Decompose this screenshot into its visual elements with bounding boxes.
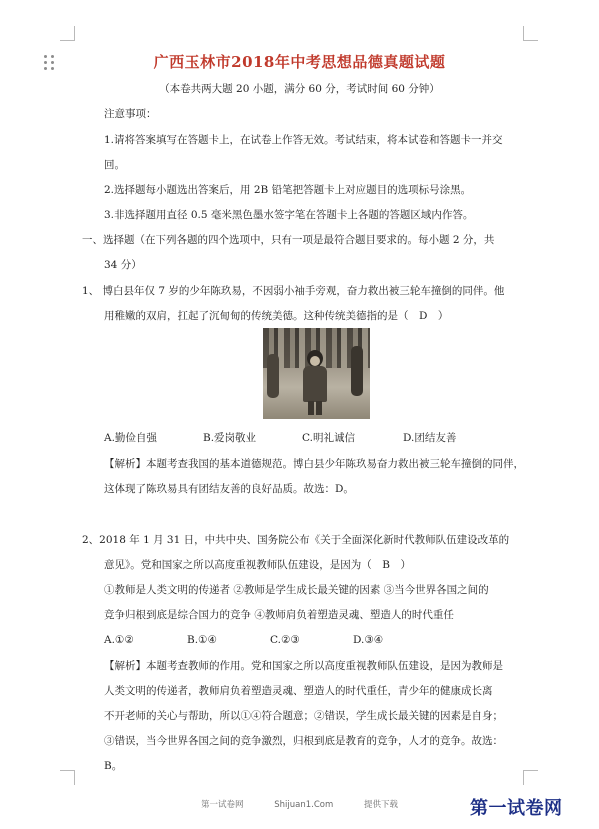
explanation-line: 【解析】本题考查我国的基本道德规范。博白县少年陈玖易奋力救出被三轮车撞倒的同伴， [104, 458, 524, 470]
footer-slogan: 提供下载 [363, 800, 398, 810]
explanation-line: ③错误，当今世界各国之间的竞争激烈，归根到底是教育的竞争，人才的竞争。故选： [104, 735, 503, 747]
notice-line: 回。 [104, 159, 125, 171]
explanation-line: B。 [104, 760, 123, 772]
notice-line: 1.请将答案填写在答题卡上，在试卷上作答无效。考试结束，将本试卷和答题卡一并交 [104, 134, 503, 146]
section-heading-cont: 34 分） [104, 259, 142, 271]
explanation-line: 【解析】本题考查教师的作用。党和国家之所以高度重视教师队伍建设，是因为教师是 [104, 660, 503, 672]
notice-line: 3.非选择题用直径 0.5 毫米黑色墨水签字笔在答题卡上各题的答题区域内作答。 [104, 209, 474, 221]
explanation-line: 人类文明的传递者，教师肩负着塑造灵魂、塑造人的时代重任，青少年的健康成长离 [104, 685, 493, 697]
explanation-line: 这体现了陈玖易具有团结友善的良好品质。故选：D。 [104, 483, 354, 495]
option-b: B.①④ [187, 634, 217, 646]
question-1-stem: 用稚嫩的双肩，扛起了沉甸甸的传统美德。这种传统美德指的是（ D ） [104, 310, 449, 322]
option-c: C.②③ [270, 634, 300, 646]
brand-logo: 第一试卷网 [470, 798, 563, 819]
notice-heading: 注意事项： [104, 108, 157, 120]
explanation-line: 不开老师的关心与帮助，所以①④符合题意；②错误，学生成长最关键的因素是自身； [104, 710, 503, 722]
option-c: C.明礼诚信 [302, 432, 355, 444]
page-subtitle: （本卷共两大题 20 小题，满分 60 分，考试时间 60 分钟） [159, 83, 440, 95]
question-2-stem: 2、2018 年 1 月 31 日，中共中央、国务院公布《关于全面深化新时代教师队伍建设改革的 [82, 534, 510, 546]
crop-mark-bottom-left [60, 770, 75, 785]
question-2-statements: 竞争归根到底是综合国力的竞争 ④教师肩负着塑造灵魂、塑造人的时代重任 [104, 609, 454, 621]
option-b: B.爱岗敬业 [203, 432, 257, 444]
section-heading: 一、选择题（在下列各题的四个选项中，只有一项是最符合题目要求的。每小题 2 分，共 [82, 234, 495, 246]
option-a: A.勤俭自强 [104, 432, 157, 444]
notice-line: 2.选择题每小题选出答案后，用 2B 铅笔把答题卡上对应题目的选项标号涂黑。 [104, 184, 472, 196]
question-1-stem: 1、 博白县年仅 7 岁的少年陈玖易，不因弱小袖手旁观，奋力救出被三轮车撞倒的同伴。他 [82, 285, 505, 297]
crop-mark-bottom-right [523, 770, 538, 785]
question-photo [263, 328, 370, 419]
question-2-statements: ①教师是人类文明的传递者 ②教师是学生成长最关键的因素 ③当今世界各国之间的 [104, 584, 489, 596]
footer-domain: Shijuan1.Com [274, 800, 334, 810]
page-title: 广西玉林市2018年中考思想品德真题试题 [153, 53, 446, 71]
crop-mark-top-left [60, 26, 75, 41]
question-2-stem: 意见》。党和国家之所以高度重视教师队伍建设，是因为（ B ） [104, 559, 411, 571]
option-d: D.团结友善 [403, 432, 457, 444]
option-d: D.③④ [353, 634, 384, 646]
crop-mark-top-right [523, 26, 538, 41]
option-a: A.①② [104, 634, 134, 646]
footer-site: 第一试卷网 [201, 800, 244, 810]
